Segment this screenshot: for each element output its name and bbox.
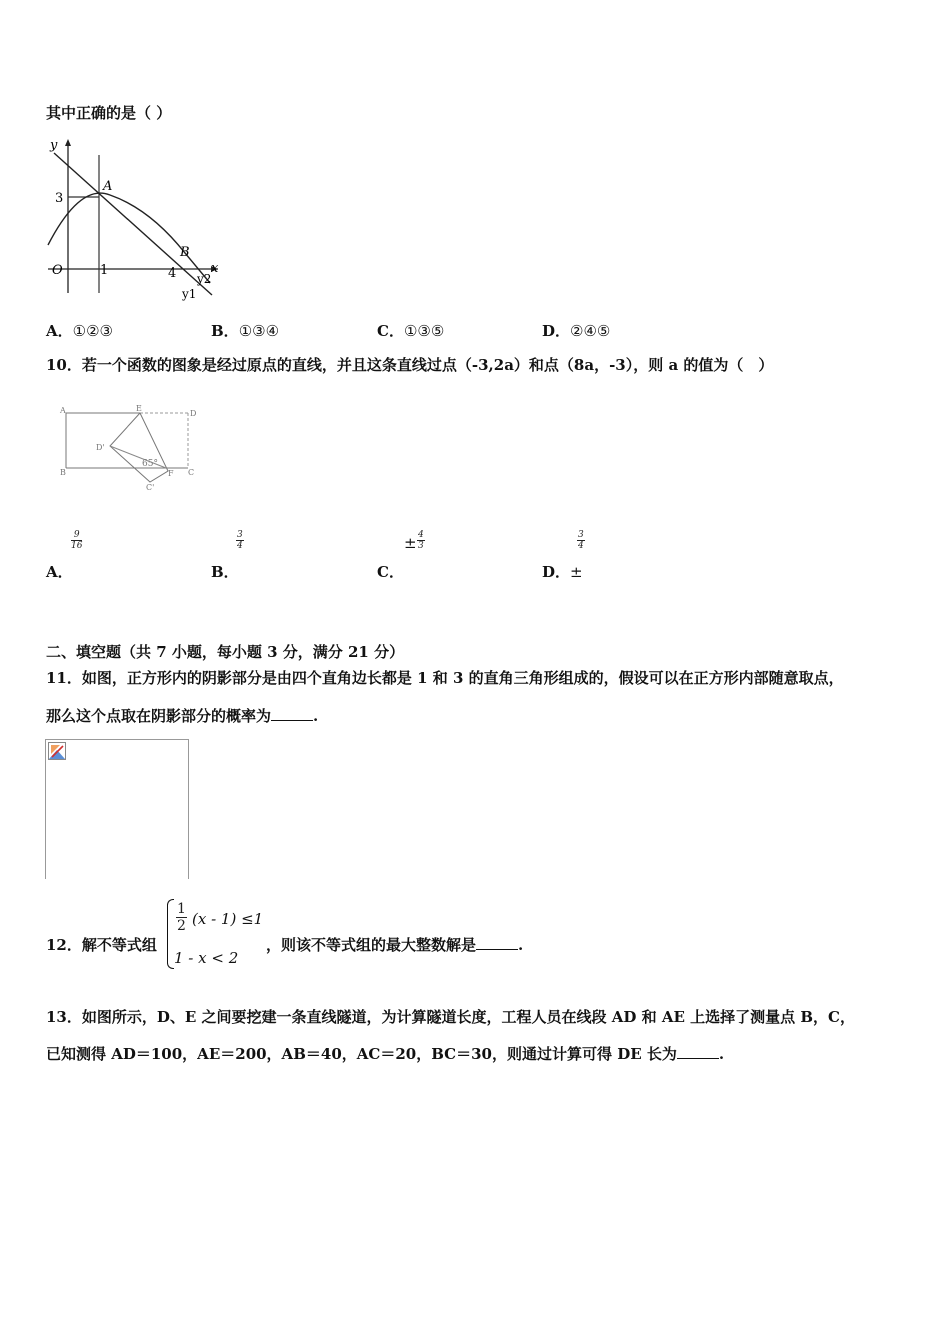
tick-3: 3 — [55, 191, 64, 206]
curve-y2-label: y2 — [197, 272, 212, 286]
q10-option-a: A． — [46, 563, 73, 581]
svg-text:F: F — [168, 469, 174, 478]
q12-suffix: ，则该不等式组的最大整数解是 . — [266, 936, 524, 954]
q13-line2: 已知测得 AD＝100，AE＝200，AB＝40，AC＝20，BC＝30，则通过计算可得 DE 长为 . — [46, 1045, 725, 1063]
svg-text:B: B — [60, 468, 66, 477]
q12-answer-blank — [476, 937, 518, 950]
q12-half-fraction: $\frac{1}{2}$ — [177, 901, 186, 934]
curve-y1-label: y1 — [182, 287, 197, 301]
q9-option-c: C．①③⑤ — [377, 322, 445, 340]
svg-text:E: E — [136, 404, 142, 413]
svg-text:A: A — [60, 406, 66, 415]
line-y1 — [54, 153, 212, 295]
svg-text:D: D — [190, 409, 197, 418]
q10-option-a-fraction: $\frac{9}{16}$ — [71, 530, 83, 551]
svg-text:C': C' — [146, 483, 155, 492]
q12-ineq2: 1 - x < 2 — [174, 949, 239, 967]
q11-line1: 11．如图，正方形内的阴影部分是由四个直角边长都是 1 和 3 的直角三角形组成的，假设可以在正方形内部随意取点， — [46, 669, 844, 687]
q10-option-d: D．± — [542, 563, 583, 581]
q10-figure — [58, 404, 203, 494]
x-label: x — [211, 261, 219, 276]
q9-option-b: B．①③④ — [211, 322, 280, 340]
q9-prompt: 其中正确的是（ ） — [46, 104, 172, 122]
q9-option-a: A．①②③ — [46, 322, 113, 340]
q13-line1: 13．如图所示，D、E 之间要挖建一条直线隧道，为计算隧道长度，工程人员在线段 AD 和 AE 上选择了测量点 B，C， — [46, 1008, 855, 1026]
q10-option-c-fraction: $\frac{4}{3}$ — [418, 530, 424, 551]
y-label: y — [50, 138, 58, 153]
point-b: B — [180, 245, 190, 260]
q10-option-d-fraction: $\frac{3}{4}$ — [578, 530, 584, 551]
q11-answer-blank — [271, 708, 313, 721]
origin-label: O — [52, 263, 63, 278]
q12-prefix: 12．解不等式组 — [46, 936, 157, 954]
q9-function-graph — [40, 133, 230, 305]
q10-text: 10．若一个函数的图象是经过原点的直线，并且这条直线过点（-3,2a）和点（8a，-3），则 a 的值为（ ） — [46, 356, 774, 374]
point-a: A — [103, 179, 113, 194]
broken-image-icon — [48, 742, 66, 760]
q11-figure-placeholder — [45, 739, 189, 879]
q12-inequality-system — [164, 897, 264, 971]
q10-option-b: B． — [211, 563, 239, 581]
q10-option-b-fraction: $\frac{3}{4}$ — [237, 530, 243, 551]
svg-text:C: C — [188, 468, 195, 477]
svg-text:D': D' — [96, 443, 105, 452]
q10-option-c-sign: ± — [404, 534, 417, 552]
tick-1: 1 — [100, 263, 109, 278]
svg-text:65°: 65° — [142, 459, 158, 469]
tick-4: 4 — [168, 266, 177, 281]
q12-ineq1: (x - 1) ≤1 — [192, 910, 264, 928]
q11-line2: 那么这个点取在阴影部分的概率为 . — [46, 707, 319, 725]
section2-title: 二、填空题（共 7 小题，每小题 3 分，满分 21 分） — [46, 643, 405, 661]
q9-option-d: D．②④⑤ — [542, 322, 611, 340]
q10-option-c: C． — [377, 563, 404, 581]
q13-answer-blank — [677, 1046, 719, 1059]
